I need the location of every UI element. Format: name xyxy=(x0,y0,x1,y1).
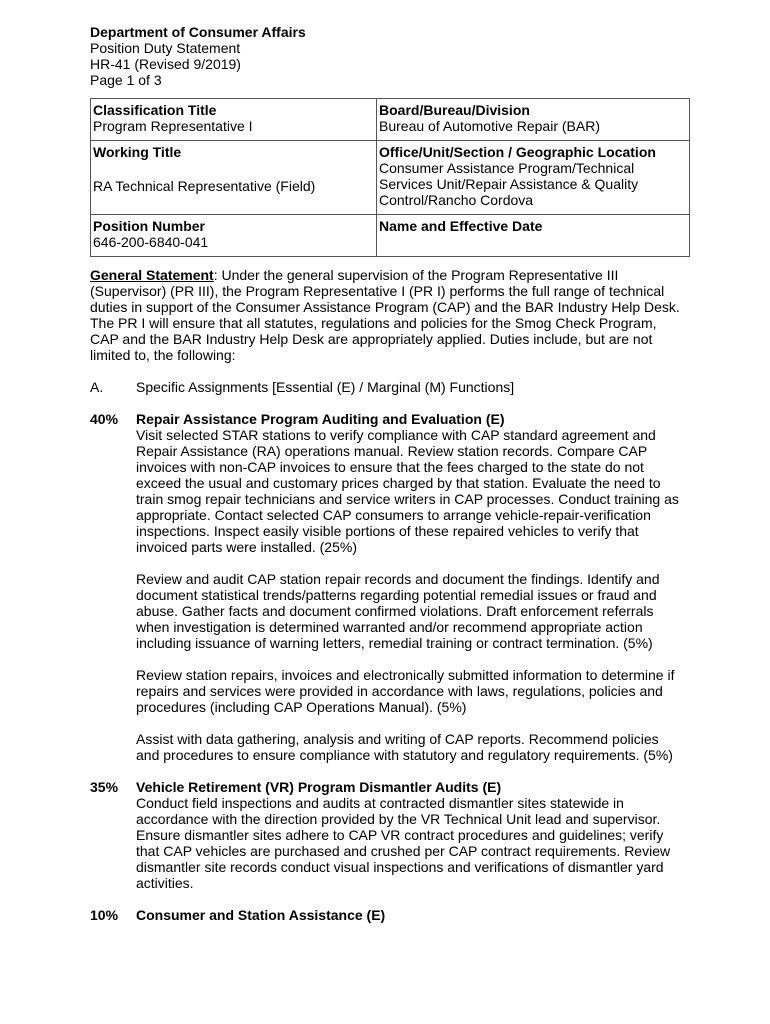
working-title-label: Working Title xyxy=(93,144,182,160)
office-line: Consumer Assistance Program/Technical xyxy=(379,160,635,176)
duty-text-line: invoices with non-CAP invoices to ensure that the fees charged to the state do not xyxy=(136,459,644,475)
office-line: Services Unit/Repair Assistance & Quality xyxy=(379,176,639,192)
name-date-label: Name and Effective Date xyxy=(379,218,543,234)
department-name: Department of Consumer Affairs xyxy=(90,24,306,40)
duty-text-line: Repair Assistance (RA) operations manual. Review station records. Compare CAP xyxy=(136,443,648,459)
general-statement-line: (Supervisor) (PR III), the Program Representative I (PR I) performs the full range of technical xyxy=(90,283,665,299)
general-statement-line: duties in support of the Consumer Assistance Program (CAP) and the BAR Industry Help Desk. xyxy=(90,299,680,315)
duty-title: Consumer and Station Assistance (E) xyxy=(136,907,386,923)
document-title: Position Duty Statement xyxy=(90,40,241,56)
duty-text-line: Visit selected STAR stations to verify compliance with CAP standard agreement and xyxy=(136,427,656,443)
working-title-cell xyxy=(91,141,377,215)
duty-paragraph xyxy=(136,427,690,555)
duty-text-line: invoiced parts were installed. (25%) xyxy=(136,539,357,555)
section-a-key: A. xyxy=(90,379,104,395)
duty-text-line: appropriate. Contact selected CAP consumers to arrange vehicle-repair-verification xyxy=(136,507,651,523)
general-statement xyxy=(90,267,690,363)
duty-body xyxy=(136,779,690,891)
position-number-label: Position Number xyxy=(93,218,206,234)
classification-value: Program Representative I xyxy=(93,118,253,134)
duty-section xyxy=(90,411,690,763)
page-number: Page 1 of 3 xyxy=(90,72,162,88)
duty-percent: 10% xyxy=(90,907,119,923)
duty-text-line: and procedures to ensure compliance with statutory and regulatory requirements. (5%) xyxy=(136,747,673,763)
duty-paragraph xyxy=(136,731,690,763)
duty-text-line: Review station repairs, invoices and electronically submitted information to determine if xyxy=(136,667,675,683)
duty-body xyxy=(136,411,690,763)
duty-text-line: abuse. Gather facts and document confirmed violations. Draft enforcement referrals xyxy=(136,603,654,619)
duty-text-line: accordance with the direction provided by the VR Technical Unit lead and supervisor. xyxy=(136,811,661,827)
duty-text-line: Review and audit CAP station repair records and document the findings. Identify and xyxy=(136,571,660,587)
duty-text-line: that CAP vehicles are purchased and crushed per CAP contract requirements. Review xyxy=(136,843,671,859)
duty-text-line: repairs and services were provided in accordance with laws, regulations, policies and xyxy=(136,683,663,699)
duty-percent: 35% xyxy=(90,779,119,795)
duty-paragraph xyxy=(136,571,690,651)
section-a-text: Specific Assignments [Essential (E) / Marginal (M) Functions] xyxy=(136,379,515,395)
board-cell xyxy=(377,99,690,141)
classification-label: Classification Title xyxy=(93,102,217,118)
office-label: Office/Unit/Section / Geographic Location xyxy=(379,144,656,160)
duty-text-line: document statistical trends/patterns regarding potential remedial issues or fraud and xyxy=(136,587,657,603)
duty-text-line: activities. xyxy=(136,875,194,891)
position-number-value: 646-200-6840-041 xyxy=(93,234,209,250)
general-statement-line: The PR I will ensure that all statutes, regulations and policies for the Smog Check Program, xyxy=(90,315,657,331)
duty-text-line: Ensure dismantler sites adhere to CAP VR contract procedures and guidelines; verify xyxy=(136,827,664,843)
duty-text-line: exceed the usual and customary prices charged by that station. Evaluate the need to xyxy=(136,475,661,491)
duty-title: Repair Assistance Program Auditing and Evaluation (E) xyxy=(136,411,505,427)
duty-text-line: dismantler site records conduct visual inspections and verifications of dismantler yard xyxy=(136,859,664,875)
duty-text-line: Assist with data gathering, analysis and writing of CAP reports. Recommend policies xyxy=(136,731,659,747)
duty-percent: 40% xyxy=(90,411,119,427)
position-info-table xyxy=(90,98,690,257)
form-id: HR-41 (Revised 9/2019) xyxy=(90,56,241,72)
position-number-cell xyxy=(91,215,377,257)
general-statement-line: CAP and the BAR Industry Help Desk are appropriately applied. Duties include, but are not xyxy=(90,331,653,347)
classification-cell xyxy=(91,99,377,141)
duty-paragraph xyxy=(136,667,690,715)
office-cell xyxy=(377,141,690,215)
duties-list xyxy=(90,411,690,923)
section-a xyxy=(90,379,690,395)
working-title-value: RA Technical Representative (Field) xyxy=(93,178,316,194)
duty-title: Vehicle Retirement (VR) Program Dismantler Audits (E) xyxy=(136,779,502,795)
duty-text-line: procedures (including CAP Operations Manual). (5%) xyxy=(136,699,467,715)
duty-paragraph xyxy=(136,795,690,891)
duty-statement-page xyxy=(90,24,690,923)
document-header xyxy=(90,24,690,88)
general-statement-line: : Under the general supervision of the Program Representative III xyxy=(213,267,619,283)
duty-text-line: inspections. Inspect easily visible portions of these repaired vehicles to verify that xyxy=(136,523,639,539)
office-line: Control/Rancho Cordova xyxy=(379,192,534,208)
duty-text-line: including issuance of warning letters, remedial training or contract termination. (5%) xyxy=(136,635,653,651)
duty-text-line: when investigation is determined warranted and/or recommend appropriate action xyxy=(136,619,643,635)
duty-text-line: Conduct field inspections and audits at contracted dismantler sites statewide in xyxy=(136,795,624,811)
duty-section xyxy=(90,907,690,923)
general-statement-label: General Statement xyxy=(90,267,214,283)
general-statement-line: limited to, the following: xyxy=(90,347,236,363)
name-date-cell xyxy=(377,215,690,257)
duty-body xyxy=(136,907,690,923)
board-label: Board/Bureau/Division xyxy=(379,102,530,118)
duty-text-line: train smog repair technicians and service writers in CAP processes. Conduct training as xyxy=(136,491,679,507)
duty-section xyxy=(90,779,690,891)
board-value: Bureau of Automotive Repair (BAR) xyxy=(379,118,600,134)
